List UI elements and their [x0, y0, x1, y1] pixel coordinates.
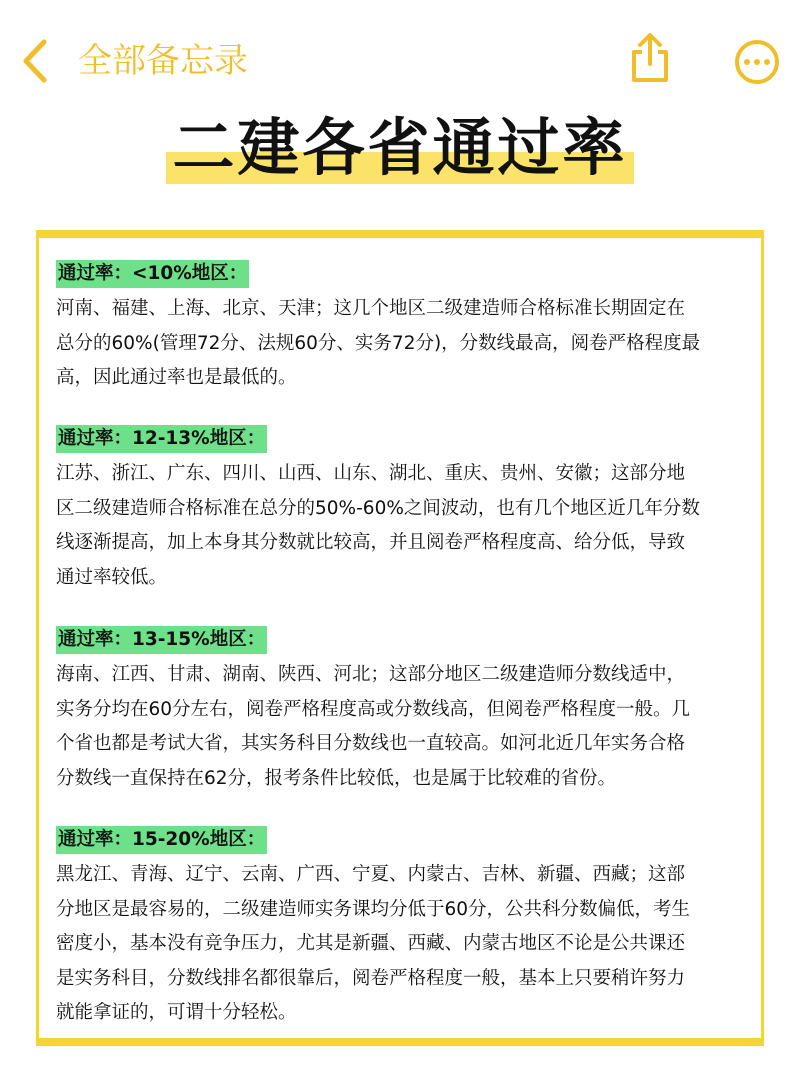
- title-block: [0, 102, 800, 198]
- section-13-15: [56, 626, 756, 796]
- body-line: 总分的60%(管理72分、法规60分、实务72分)，分数线最高，阅卷严格程度最: [56, 332, 701, 354]
- page-title: 二建各省通过率: [172, 111, 628, 184]
- body-line: 个省也都是考试大省，其实务科目分数线也一直较高。如河北近几年实务合格: [56, 733, 686, 754]
- section-body: [56, 658, 756, 796]
- section-12-13: [56, 425, 756, 595]
- share-icon: [628, 32, 672, 84]
- back-button[interactable]: [16, 38, 56, 84]
- section-heading: 通过率：<10%地区：: [56, 260, 249, 288]
- body-line: 分地区是最容易的，二级建造师实务课均分低于60分，公共科分数偏低，考生: [56, 898, 691, 920]
- body-line: 是实务科目，分数线排名都很靠后，阅卷严格程度一般，基本上只要稍许努力: [56, 967, 686, 989]
- section-heading: 通过率：13-15%地区：: [56, 626, 267, 654]
- more-icon: [733, 38, 781, 86]
- section-body: [56, 858, 756, 1031]
- section-15-20: [56, 826, 756, 1031]
- section-heading: 通过率：15-20%地区：: [56, 826, 267, 854]
- body-line: 海南、江西、甘肃、湖南、陕西、河北；这部分地区二级建造师分数线适中，: [56, 664, 686, 685]
- back-label[interactable]: 全部备忘录: [78, 41, 248, 81]
- card-top-border: [36, 230, 764, 238]
- body-line: 河南、福建、上海、北京、天津；这几个地区二级建造师合格标准长期固定在: [56, 298, 686, 319]
- section-below-10: [56, 260, 756, 396]
- body-line: 线逐渐提高，加上本身其分数就比较高，并且阅卷严格程度高、给分低，导致: [56, 532, 686, 553]
- body-line: 高，因此通过率也是最低的。: [56, 367, 297, 388]
- body-line: 密度小，基本没有竞争压力，尤其是新疆、西藏、内蒙古地区不论是公共课还: [56, 933, 686, 954]
- more-button[interactable]: [733, 38, 781, 86]
- body-line: 分数线一直保持在62分，报考条件比较低，也是属于比较难的省份。: [56, 767, 617, 789]
- body-line: 江苏、浙江、广东、四川、山西、山东、湖北、重庆、贵州、安徽；这部分地: [56, 463, 686, 484]
- share-button[interactable]: [628, 32, 672, 84]
- body-line: 区二级建造师合格标准在总分的50%-60%之间波动，也有几个地区近几年分数: [56, 497, 700, 519]
- section-body: [56, 457, 756, 595]
- section-heading: 通过率：12-13%地区：: [56, 425, 267, 453]
- section-body: [56, 292, 756, 396]
- body-line: 实务分均在60分左右，阅卷严格程度高或分数线高，但阅卷严格程度一般。几: [56, 698, 691, 720]
- body-line: 就能拿证的，可谓十分轻松。: [56, 1002, 297, 1023]
- chevron-left-icon: [16, 38, 56, 84]
- body-line: 黑龙江、青海、辽宁、云南、广西、宁夏、内蒙古、吉林、新疆、西藏；这部: [56, 864, 686, 885]
- card-bottom-border: [36, 1038, 764, 1046]
- body-line: 通过率较低。: [56, 566, 168, 588]
